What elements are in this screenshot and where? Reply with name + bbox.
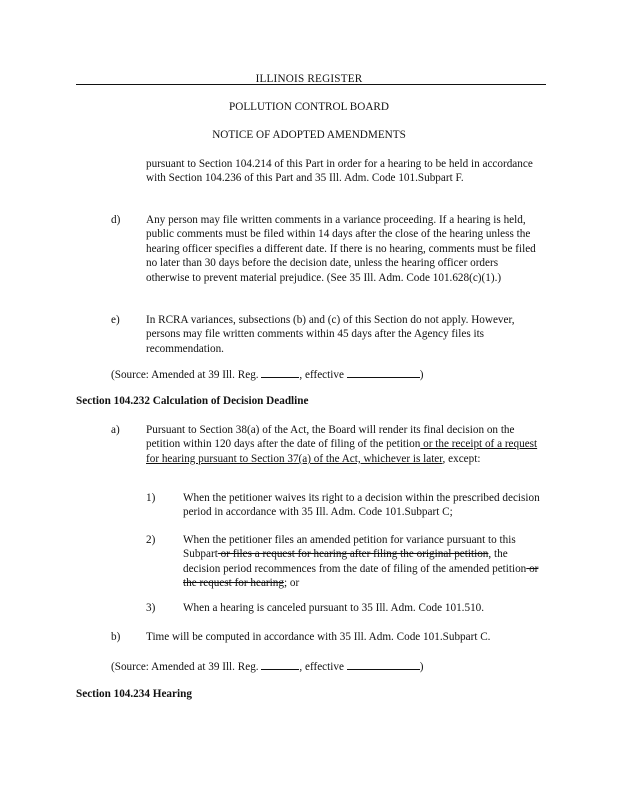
- sub-2-deleted-1: or files a request for hearing after filing the original petition: [217, 548, 489, 561]
- sub-2-c: ; or: [283, 577, 300, 590]
- source-middle: , effective: [299, 661, 347, 673]
- para-a-plain: Pursuant to Section 38(a) of the Act, the Board will render its final decision on the petition within 120 days after the date of filing of the petition: [146, 424, 515, 451]
- effective-blank: [347, 366, 420, 378]
- sub-1-label: 1): [146, 492, 156, 504]
- sub-2-text: [183, 533, 543, 591]
- source-suffix: ): [419, 661, 424, 673]
- effective-blank: [347, 658, 420, 670]
- sub-2-a: When the petitioner files an amended petition for variance pursuant to this Subpart: [183, 534, 516, 561]
- source-note-2: [111, 658, 423, 674]
- agency-title: POLLUTION CONTROL BOARD: [229, 101, 389, 113]
- reg-blank: [261, 366, 299, 378]
- para-a-inserted: or the receipt of a request for hearing pursuant to Section 37(a) of the Act, whichever is later: [146, 438, 538, 465]
- sub-1-text: When the petitioner waives its right to a decision within the prescribed decision period in accordance with 35 Ill. Adm. Code 101.Subpart C;: [183, 492, 540, 519]
- sub-2-b: , the decision period recommences from the date of filing of the amended petition: [183, 548, 527, 575]
- intro-paragraph: pursuant to Section 104.214 of this Part in order for a hearing to be held in accordance with Section 104.236 of this Part and 35 Ill. Adm. Code 101.Subpart F.: [146, 158, 533, 185]
- source-note-1: [111, 366, 423, 382]
- para-a-text: [146, 423, 542, 466]
- para-a-end: , except:: [442, 452, 481, 465]
- source-prefix: (Source: Amended at 39 Ill. Reg.: [111, 369, 262, 381]
- sub-3-text: When a hearing is canceled pursuant to 35 Ill. Adm. Code 101.510.: [183, 602, 485, 614]
- reg-blank: [261, 658, 299, 670]
- para-d-label: d): [111, 214, 121, 226]
- section-104-232-heading: Section 104.232 Calculation of Decision Deadline: [76, 395, 309, 407]
- source-suffix: ): [419, 369, 424, 381]
- source-middle: , effective: [299, 369, 347, 381]
- section-104-234-heading: Section 104.234 Hearing: [76, 688, 192, 700]
- source-prefix: (Source: Amended at 39 Ill. Reg.: [111, 661, 262, 673]
- notice-title: NOTICE OF ADOPTED AMENDMENTS: [212, 129, 406, 141]
- sub-2-label: 2): [146, 534, 156, 546]
- para-d-text: Any person may file written comments in a variance proceeding. If a hearing is held, public comments must be filed within 14 days after the close of the hearing unless the hearing officer specifies a different date. If there is no hearing, comments must be filed no later than 30 days before the decision date, unless the hearing officer orders otherwise to prevent material prejudice. (See 35 Ill. Adm. Code 101.628(c)(1).): [146, 214, 536, 284]
- para-e-label: e): [111, 314, 120, 326]
- register-title: ILLINOIS REGISTER: [255, 73, 363, 85]
- para-e-text: In RCRA variances, subsections (b) and (c) of this Section do not apply. However, persons may file written comments within 45 days after the Agency files its recommendation.: [146, 314, 515, 355]
- para-b-label: b): [111, 631, 121, 643]
- sub-2-deleted-2: or the request for hearing: [183, 562, 539, 590]
- para-a-label: a): [111, 424, 120, 436]
- para-b-text: Time will be computed in accordance with 35 Ill. Adm. Code 101.Subpart C.: [146, 631, 491, 643]
- sub-3-label: 3): [146, 602, 156, 614]
